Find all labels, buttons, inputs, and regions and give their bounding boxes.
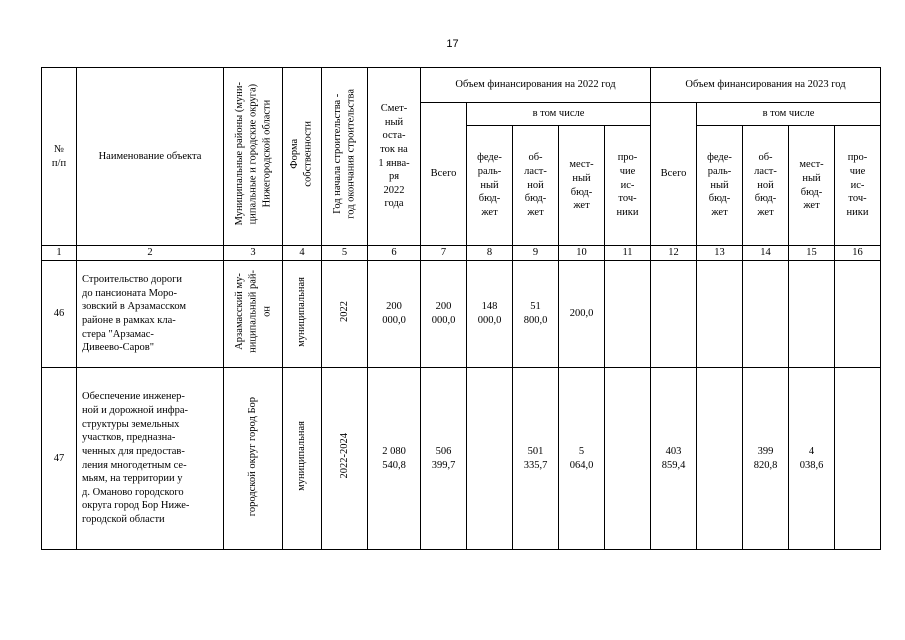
column-number-row xyxy=(42,246,881,261)
column-number: 12 xyxy=(651,246,697,261)
object-name: Строительство дороги до пансионата Моро- зовский в Арзамасском районе в рамках кла- стера "Арзамас- Дивеево-Саров" xyxy=(77,261,224,368)
header-other-2022: про- чие ис- точ- ники xyxy=(605,126,651,246)
district: городской округ город Бор xyxy=(224,368,283,550)
header-ownership: Форма собственности xyxy=(283,68,322,246)
header-including-2023: в том числе xyxy=(697,103,881,126)
regional-2022: 51 800,0 xyxy=(513,261,559,368)
header-funding-2023: Объем финансирования на 2023 год xyxy=(651,68,881,103)
federal-2023 xyxy=(697,368,743,550)
federal-2022: 148 000,0 xyxy=(467,261,513,368)
other-2023 xyxy=(835,368,881,550)
header-federal-2023: феде- раль- ный бюд- жет xyxy=(697,126,743,246)
header-total-2023: Всего xyxy=(651,103,697,246)
column-number: 13 xyxy=(697,246,743,261)
years: 2022-2024 xyxy=(322,368,368,550)
column-number: 2 xyxy=(77,246,224,261)
regional-2023: 399 820,8 xyxy=(743,368,789,550)
total-2023 xyxy=(651,261,697,368)
page-number: 17 xyxy=(446,38,459,50)
balance: 2 080 540,8 xyxy=(368,368,421,550)
funding-table xyxy=(41,67,881,550)
column-number: 14 xyxy=(743,246,789,261)
balance: 200 000,0 xyxy=(368,261,421,368)
local-2022: 200,0 xyxy=(559,261,605,368)
column-number: 15 xyxy=(789,246,835,261)
object-name: Обеспечение инженер- ной и дорожной инфра- структуры земельных участков, предназна- ченных для предостав- ления многодетным се- мьям, на территории у д. Оманово городского округа город Бор Ниже- городской области xyxy=(77,368,224,550)
header-local-2023: мест- ный бюд- жет xyxy=(789,126,835,246)
header-years: Год начала строительства - год окончания строительства xyxy=(322,68,368,246)
header-other-2023: про- чие ис- точ- ники xyxy=(835,126,881,246)
years: 2022 xyxy=(322,261,368,368)
column-number: 9 xyxy=(513,246,559,261)
regional-2022: 501 335,7 xyxy=(513,368,559,550)
local-2023: 4 038,6 xyxy=(789,368,835,550)
column-number: 5 xyxy=(322,246,368,261)
ownership: муниципальная xyxy=(283,261,322,368)
header-row-1 xyxy=(42,68,881,103)
other-2022 xyxy=(605,261,651,368)
other-2022 xyxy=(605,368,651,550)
ownership: муниципальная xyxy=(283,368,322,550)
total-2022: 200 000,0 xyxy=(421,261,467,368)
column-number: 10 xyxy=(559,246,605,261)
header-district: Муниципальные районы (муни- ципальные и городские округа) Нижегородской области xyxy=(224,68,283,246)
header-federal-2022: феде- раль- ный бюд- жет xyxy=(467,126,513,246)
header-funding-2022: Объем финансирования на 2022 год xyxy=(421,68,651,103)
header-num: № п/п xyxy=(42,68,77,246)
header-name: Наименование объекта xyxy=(77,68,224,246)
header-regional-2022: об- ласт- ной бюд- жет xyxy=(513,126,559,246)
header-total-2022: Всего xyxy=(421,103,467,246)
header-balance: Смет- ный оста- ток на 1 янва- ря 2022 года xyxy=(368,68,421,246)
column-number: 6 xyxy=(368,246,421,261)
header-including-2022: в том числе xyxy=(467,103,651,126)
district: Арзамасский му- ниципальный рай- он xyxy=(224,261,283,368)
total-2022: 506 399,7 xyxy=(421,368,467,550)
column-number: 7 xyxy=(421,246,467,261)
regional-2023 xyxy=(743,261,789,368)
other-2023 xyxy=(835,261,881,368)
row-num: 46 xyxy=(42,261,77,368)
column-number: 1 xyxy=(42,246,77,261)
table-row xyxy=(42,261,881,368)
table-row xyxy=(42,368,881,550)
column-number: 8 xyxy=(467,246,513,261)
row-num: 47 xyxy=(42,368,77,550)
local-2022: 5 064,0 xyxy=(559,368,605,550)
column-number: 16 xyxy=(835,246,881,261)
federal-2022 xyxy=(467,368,513,550)
local-2023 xyxy=(789,261,835,368)
total-2023: 403 859,4 xyxy=(651,368,697,550)
federal-2023 xyxy=(697,261,743,368)
column-number: 11 xyxy=(605,246,651,261)
header-local-2022: мест- ный бюд- жет xyxy=(559,126,605,246)
header-regional-2023: об- ласт- ной бюд- жет xyxy=(743,126,789,246)
column-number: 4 xyxy=(283,246,322,261)
column-number: 3 xyxy=(224,246,283,261)
